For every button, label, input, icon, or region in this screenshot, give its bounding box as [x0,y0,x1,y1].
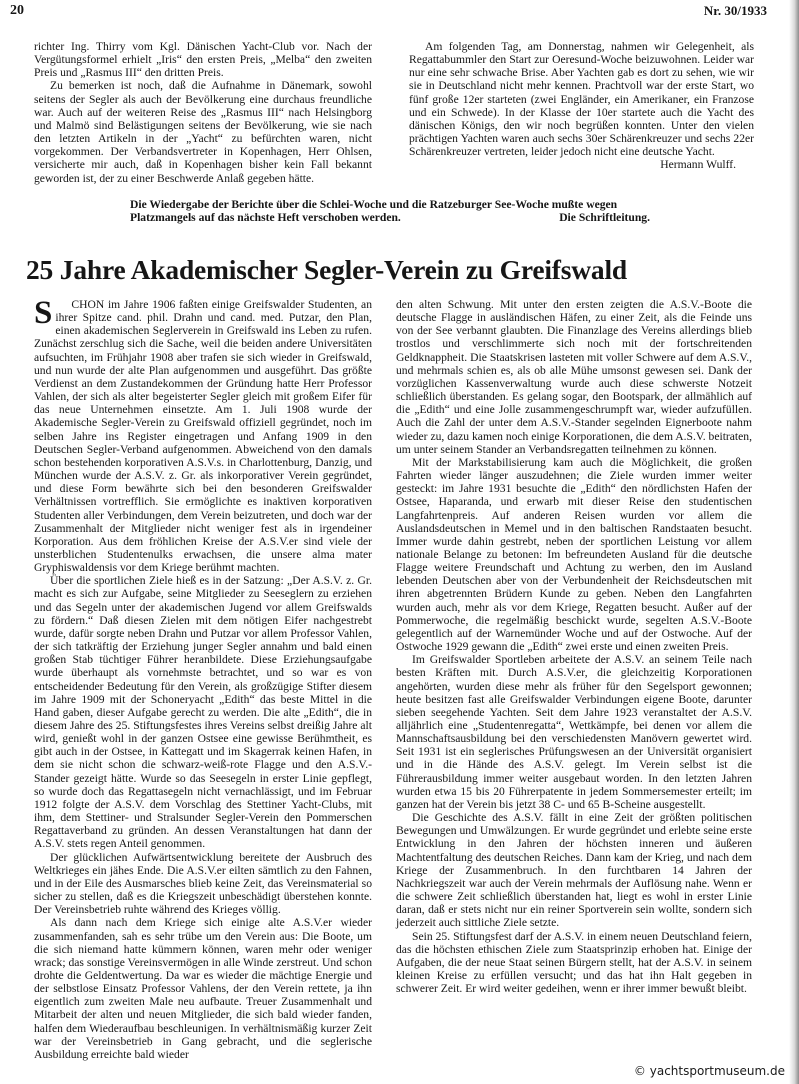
first-paragraph-text: CHON im Jahre 1906 faßten einige Greifswalder Studenten, an ihrer Spitze cand. phil. Drahn und cand. med. Putzar, den Plan, einen akademischen Seglerverein in Greifswald ins Leben zu rufen. Zunächst zerschlug sich die Sache, weil die beiden andere Universitäten aufsuchten, im Frühjahr 1908 aber trafen sie sich wieder in Greifswald, und nun wurde der alte Plan aufgenommen und ausgeführt. Das größte Verdienst an dem Zustandekommen der Gründung hatte Herr Professor Vahlen, der sich als alter begeisterter Segler gleich mit großem Eifer für das neue Unternehmen einsetzte. Am 1. Juli 1908 wurde der Akademische Segler-Verein zu Greifswald offiziell gegründet, noch im selben Jahre ins Register eingetragen und Anfang 1909 in den Deutschen Segler-Verband aufgenommen. Abweichend von den damals schon bestehenden korporativen A.S.V.s. in Charlottenburg, Danzig, und München wurde der A.S.V. z. Gr. als inkorporativer Verein gegründet, und diese Form bewährte sich bei den besonderen Greifswalder Verhältnissen vortrefflich. Sie ermöglichte es inaktiven korporativen Studenten aller Verbindungen, dem Verein beizutreten, und doch war der Zusammenhalt der Mitglieder nicht weniger fest als in irgendeiner Korporation. Aus dem fröhlichen Kreise der A.S.V.er sind viele der unsterblichen Studentenulks erwachsen, die unsere alma mater Gryphiswaldensis vor dem Kriege berühmt machten. [34,298,372,575]
page-number: 20 [10,3,24,18]
paragraph: Der glücklichen Aufwärtsentwicklung bereitete der Ausbruch des Weltkrieges ein jähes Ende. Die A.S.V.er eilten sämtlich zu den Fahnen, und in der Eile des Ausmarsches blieb keine Zeit, das Vereinsmaterial so sicher zu stellen, daß es die Kriegszeit unbeschädigt überstehen konnte. Der Vereinsbetrieb ruhte während des Krieges völlig. [34,850,372,917]
editor-note [130,198,650,225]
paragraph: Zu bemerken ist noch, daß die Aufnahme in Dänemark, sowohl seitens der Segler als auch der Bevölkerung eine durchaus freundliche war. Auch auf der weiteren Reise des „Rasmus III“ nach Helsingborg und Malmö sind Belästigungen seitens der Bevölkerung, wie sie nach den letzten Artikeln in der „Yacht“ zu befürchten waren, nicht vorgekommen. Der Verbandsvertreter in Kopenhagen, Herr Ohlsen, versicherte mir auch, daß in Kopenhagen bisher kein Fall bekannt geworden ist, der zu einer Beschwerde Anlaß gegeben hätte. [34,79,372,185]
drop-cap: S [34,295,53,331]
paragraph: Die Geschichte des A.S.V. fällt in eine Zeit der größten politischen Bewegungen und Umwälzungen. Er wurde gegründet und erlebte seine erste Entwicklung in den Jahren der höchsten inneren und äußeren Machtentfaltung des deutschen Reiches. Dann kam der Krieg, und nach dem Kriege der Zusammenbruch. In den furchtbaren 14 Jahren der Nachkriegszeit war auch der Verein mehrmals der Auflösung nahe. Wenn er die schwere Zeit schließlich überstanden hat, liegt es wohl in erster Linie daran, daß er stets nicht nur ein reiner Sportverein sein wollte, sondern sich jederzeit auch sittliche Ziele setzte. [396,811,752,930]
previous-article-left-column [34,40,372,185]
watermark: © yachtsportmuseum.de [633,1064,785,1078]
paragraph: den alten Schwung. Mit unter den ersten zeigten die A.S.V.-Boote die deutsche Flagge in ausländischen Häfen, zu einer Zeit, als die Feinde uns von der See verbannt glaubten. Die Finanzlage des Vereins allerdings blieb trostlos und verschlimmerte sich noch mit der fortschreitenden Geldknappheit. Die Staatskrisen lasteten mit voller Schwere auf dem A.S.V., und mehrmals schien es, als ob alle Mühe umsonst gewesen sei. Dank der vorzüglichen Kassenverwaltung wurde auch diese schwerste Notzeit schließlich überstanden. Es gelang sogar, den Bootspark, der allmählich auf die „Edith“ und eine Jolle zusammengeschrumpft war, wieder aufzufüllen. Auch die Zahl der unter dem A.S.V.-Stander segelnden Eignerboote nahm wieder zu, dazu kamen noch einige Korporationen, die dem A.S.V. beitraten, um unter seinem Stander an Verbandsregatten teilnehmen zu können. [396,298,752,456]
paragraph: Am folgenden Tag, am Donnerstag, nahmen wir Gelegenheit, als Regattabummler den Start zur Oeresund-Woche beizuwohnen. Leider war nur eine sehr schwache Brise. Aber Yachten gab es dort zu sehen, wie wir sie in Deutschland nicht mehr kennen. Prachtvoll war der erste Start, wo fünf große 12er starteten (zwei Engländer, ein Amerikaner, ein Franzose und ein Schwede). In der Klasse der 10er startete auch die Yacht des dänischen Königs, den wir noch begrüßen konnten. Unter den vielen prächtigen Yachten waren auch sechs 30er Schärenkreuzer und sechs 22er Schärenkreuzer vertreten, leider jedoch nicht eine deutsche Yacht. [409,40,754,159]
paragraph: Als dann nach dem Kriege sich einige alte A.S.V.er wieder zusammenfanden, sah es sehr trübe um den Verein aus: Die Boote, um die sich niemand hatte kümmern können, waren mehr oder weniger wrack; das sonstige Vereinsvermögen in alle Winde zerstreut. Und schon drohte die Geldentwertung. Da war es wieder die mächtige Energie und der selbstlose Einsatz Professor Vahlens, der den Verein rettete, ja ihn eigentlich zum zweiten Male neu aufbaute. Treuer Zusammenhalt und Mitarbeit der alten und neuen Mitglieder, die sich bald wieder fanden, halfen dem Wiederaufbau beschleunigen. In verhältnismäßig kurzer Zeit war der Vereinsbetrieb in Gang gebracht, und die seglerische Ausbildung erreichte bald wieder [34,916,372,1061]
paragraph: richter Ing. Thirry vom Kgl. Dänischen Yacht-Club vor. Nach der Vergütungsformel erhielt „Iris“ den ersten Preis, „Melba“ den zweiten Preis und „Rasmus III“ den dritten Preis. [34,40,372,80]
editor-note-signature: Die Schriftleitung. [559,211,650,225]
scan-edge-shadow [789,0,799,1084]
previous-article-right-column [409,40,754,172]
paragraph: Über die sportlichen Ziele hieß es in der Satzung: „Der A.S.V. z. Gr. macht es sich zur Aufgabe, seine Mitglieder zu Seeseglern zu erziehen und das Segeln unter der akademischen Jugend vor allem Greifswalds zu fördern.“ Daß diesen Zielen mit dem nötigen Eifer nachgestrebt wurde, dafür sorgte neben Drahn und Putzar vor allem Professor Vahlen, der sich tatkräftig der Erziehung junger Segler annahm und bald einen großen Stab tüchtiger Führer heranbildete. Diese Erziehungsaufgabe wurde überhaupt als vornehmste betrachtet, und so war es von entscheidender Bedeutung für den Verein, als großzügige Stifter diesem im Jahre 1909 mit der Schoneryacht „Edith“ das beste Mittel in die Hand gaben, dieser Aufgabe gerecht zu werden. Die alte „Edith“, die in diesem Jahre des 25. Stiftungsfestes ihres Vereins selbst dreißig Jahre alt wird, genießt wohl in der ganzen Ostsee eine gewisse Berühmtheit, es gibt auch in der Ostsee, in Kattegatt und im Skagerrak keinen Hafen, in dem sie nicht schon die schwarz-weiß-rote Flagge und den A.S.V.-Stander gezeigt hätte. Wurde so das Seesegeln in erster Linie gepflegt, so wurde doch das Regattasegeln nicht vernachlässigt, und im Februar 1912 folgte der A.S.V. dem Vorschlag des Stettiner Yacht-Clubs, mit ihm, dem Stettiner- und Stralsunder Segler-Verein den Pommerschen Regattaverband zu gründen. An dessen Veranstaltungen hat dann der A.S.V. stets regen Anteil genommen. [34,574,372,851]
article-title: 25 Jahre Akademischer Segler-Verein zu Greifswald [26,254,628,285]
paragraph [34,295,372,575]
issue-number: Nr. 30/1933 [703,3,767,18]
article-left-column [34,295,372,1061]
paragraph: Mit der Markstabilisierung kam auch die Möglichkeit, die großen Fahrten wieder länger auszudehnen; die Ziele wurden immer weiter gesteckt: im Jahre 1931 besuchte die „Edith“ den nördlichsten Hafen der Ostsee, Haparanda, und erwarb mit dieser Reise den studentischen Langfahrtenpreis. Auf anderen Reisen wurden vor allem die Auslandsdeutschen in Memel und in den baltischen Randstaaten besucht. Immer wurde dahin gestrebt, neben der sportlichen Leistung vor allem nationale Belange zu betonen: Im befreundeten Ausland für die deutsche Flagge weitere Freundschaft und Achtung zu werben, den im Ausland lebenden Deutschen aber von der Verbundenheit der Reichsdeutschen mit ihren abgetrennten Brüdern Kunde zu geben. Neben den Langfahrten wurden auch, mehr als vor dem Kriege, Regatten besucht. Außer auf der Pommerwoche, die regelmäßig beschickt wurde, segelten A.S.V.-Boote gelegentlich auf der Warnemünder Woche und auf der Ostwoche. Auf der Ostwoche 1929 gewann die „Edith“ zwei erste und einen zweiten Preis. [396,455,752,654]
article-right-column [396,298,752,995]
author-signature: Hermann Wulff. [660,158,736,172]
editor-note-text: Die Wiedergabe der Berichte über die Schlei-Woche und die Ratzeburger See-Woche mußte wegen Platzmangels auf das nächste Heft verschoben werden. [130,198,618,225]
paragraph: Sein 25. Stiftungsfest darf der A.S.V. in einem neuen Deutschland feiern, das die höchsten ethischen Ziele zum Staatsprinzip erhoben hat. Einige der Aufgaben, die der neue Staat seinen Bürgern stellt, hat der A.S.V. in seinem kleinen Kreise zu erfüllen versucht; und das hat ihn Halt gegeben in schwerer Zeit. Er wird weiter gedeihen, wenn er ihrer immer bewußt bleibt. [396,929,752,996]
paragraph: Im Greifswalder Sportleben arbeitete der A.S.V. an seinem Teile nach besten Kräften mit. Durch A.S.V.er, die gleichzeitig Korporationen angehörten, wurden diese mehr als früher für den Segelsport gewonnen; heute besitzen fast alle Greifswalder Verbindungen eigene Boote, darunter sieben seegehende Yachten. Seit dem Jahre 1923 veranstaltet der A.S.V. alljährlich eine „Studentenregatta“, Wettkämpfe, bei denen vor allem die Mannschaftsausbildung bei den verschiedensten Manövern gewertet wird. Seit 1931 ist ein seglerisches Prüfungswesen an der Universität organisiert und in die Hände des A.S.V. gelegt. Im Verein selbst ist die Führerausbildung immer weiter ausgebaut worden. In den letzten Jahren wurden etwa 15 bis 20 Führerpatente in jedem Sommersemester erteilt; im ganzen hat der Verein bis jetzt 38 C- und 65 B-Scheine ausgestellt. [396,653,752,811]
